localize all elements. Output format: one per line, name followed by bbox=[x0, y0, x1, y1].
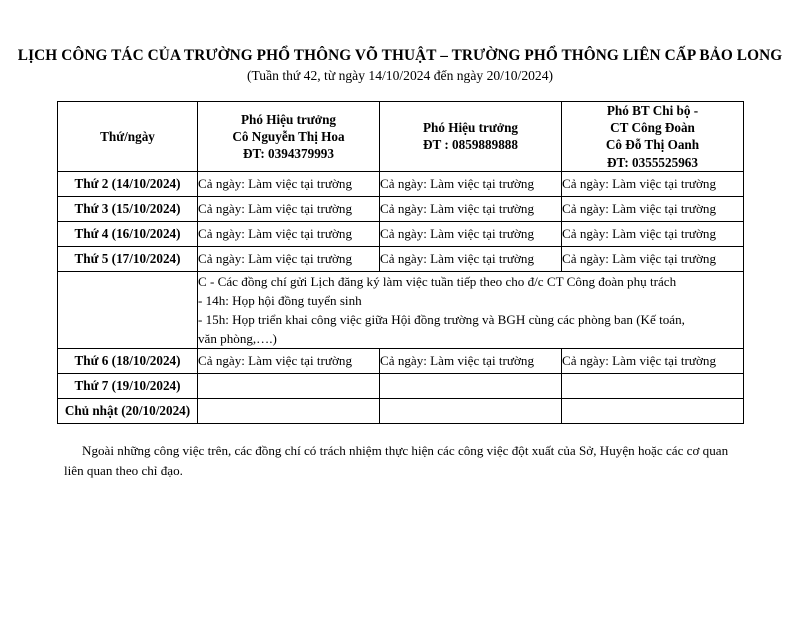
header-p2-line-1: Phó Hiệu trưởng bbox=[422, 120, 519, 136]
task-cell-p1 bbox=[198, 374, 380, 399]
schedule-table-wrap bbox=[57, 101, 743, 424]
header-cell-person-1 bbox=[198, 102, 380, 172]
header-p3-line-2: CT Công Đoàn bbox=[610, 120, 695, 136]
title-block bbox=[0, 0, 800, 85]
header-cell-person-3 bbox=[562, 102, 744, 172]
task-cell-p2: Cả ngày: Làm việc tại trường bbox=[380, 171, 562, 196]
day-label: Thứ 7 (19/10/2024) bbox=[58, 374, 198, 399]
header-p2-line-2: ĐT : 0859889888 bbox=[422, 137, 518, 153]
header-cell-person-2 bbox=[380, 102, 562, 172]
table-row-notes bbox=[58, 271, 744, 348]
header-p1-line-3: ĐT: 0394379993 bbox=[243, 145, 334, 161]
day-label: Thứ 6 (18/10/2024) bbox=[58, 349, 198, 374]
footer-note: Ngoài những công việc trên, các đồng chí có trách nhiệm thực hiện các công việc đột xuất của Sở, Huyện hoặc các cơ quan liên quan theo chỉ đạo. bbox=[64, 443, 729, 479]
table-row bbox=[58, 196, 744, 221]
header-p1-line-2: Cô Nguyễn Thị Hoa bbox=[232, 128, 345, 144]
table-row bbox=[58, 221, 744, 246]
header-p1-line-1: Phó Hiệu trưởng bbox=[240, 111, 337, 127]
header-p3-line-1: Phó BT Chi bộ - bbox=[606, 103, 699, 119]
task-cell-p2: Cả ngày: Làm việc tại trường bbox=[380, 196, 562, 221]
notes-line-4: văn phòng,….) bbox=[198, 331, 277, 347]
task-cell-p3: Cả ngày: Làm việc tại trường bbox=[562, 349, 744, 374]
table-header bbox=[58, 102, 744, 172]
task-cell-p2 bbox=[380, 374, 562, 399]
header-p3-line-3: Cô Đỗ Thị Oanh bbox=[605, 137, 700, 153]
task-cell-p2: Cả ngày: Làm việc tại trường bbox=[380, 246, 562, 271]
day-label-empty bbox=[58, 271, 198, 348]
table-row bbox=[58, 171, 744, 196]
day-label: Thứ 4 (16/10/2024) bbox=[58, 221, 198, 246]
document-title: LỊCH CÔNG TÁC CỦA TRƯỜNG PHỔ THÔNG VÕ THUẬT – TRƯỜNG PHỔ THÔNG LIÊN CẤP BẢO LONG bbox=[17, 47, 783, 64]
day-label: Thứ 5 (17/10/2024) bbox=[58, 246, 198, 271]
task-cell-p1: Cả ngày: Làm việc tại trường bbox=[198, 171, 380, 196]
task-cell-p1 bbox=[198, 399, 380, 424]
header-cell-day bbox=[58, 102, 198, 172]
header-p3-line-4: ĐT: 0355525963 bbox=[607, 154, 698, 170]
notes-line-3: - 15h: Họp triển khai công việc giữa Hội đồng trường và BGH cùng các phòng ban (Kế toán, bbox=[198, 311, 685, 327]
header-day-line-1: Thứ/ngày bbox=[100, 128, 155, 144]
task-cell-p3: Cả ngày: Làm việc tại trường bbox=[562, 171, 744, 196]
task-cell-p2 bbox=[380, 399, 562, 424]
notes-line-1: C - Các đồng chí gửi Lịch đăng ký làm việc tuần tiếp theo cho đ/c CT Công đoàn phụ trách bbox=[198, 273, 677, 289]
task-cell-p3: Cả ngày: Làm việc tại trường bbox=[562, 221, 744, 246]
task-cell-p3 bbox=[562, 399, 744, 424]
task-cell-p3 bbox=[562, 374, 744, 399]
document-subtitle: (Tuần thứ 42, từ ngày 14/10/2024 đến ngày 20/10/2024) bbox=[246, 68, 554, 84]
table-row bbox=[58, 349, 744, 374]
task-cell-p1: Cả ngày: Làm việc tại trường bbox=[198, 221, 380, 246]
task-cell-p3: Cả ngày: Làm việc tại trường bbox=[562, 246, 744, 271]
header-row bbox=[58, 102, 744, 172]
notes-line-2: - 14h: Họp hội đồng tuyển sinh bbox=[198, 292, 362, 308]
task-cell-p1: Cả ngày: Làm việc tại trường bbox=[198, 246, 380, 271]
schedule-table bbox=[57, 101, 744, 424]
task-cell-p2: Cả ngày: Làm việc tại trường bbox=[380, 221, 562, 246]
task-cell-p2: Cả ngày: Làm việc tại trường bbox=[380, 349, 562, 374]
task-cell-p3: Cả ngày: Làm việc tại trường bbox=[562, 196, 744, 221]
day-label: Chủ nhật (20/10/2024) bbox=[58, 399, 198, 424]
notes-cell bbox=[198, 271, 744, 348]
table-row bbox=[58, 374, 744, 399]
task-cell-p1: Cả ngày: Làm việc tại trường bbox=[198, 349, 380, 374]
day-label: Thứ 2 (14/10/2024) bbox=[58, 171, 198, 196]
task-cell-p1: Cả ngày: Làm việc tại trường bbox=[198, 196, 380, 221]
table-row bbox=[58, 246, 744, 271]
day-label: Thứ 3 (15/10/2024) bbox=[58, 196, 198, 221]
table-body bbox=[58, 171, 744, 423]
table-row bbox=[58, 399, 744, 424]
